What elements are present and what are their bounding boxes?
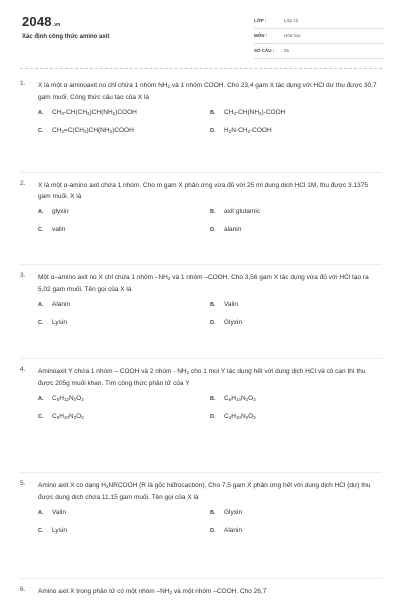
option-letter: C.: [38, 320, 44, 326]
question-number: 4.: [20, 366, 26, 373]
question-divider: [20, 358, 382, 359]
option-text: $C_6H_{14}N_2O_2$: [224, 395, 256, 402]
answer-options: [38, 395, 382, 431]
option-text: $CH_2=C(CH_3)CH(NH_2)COOH$: [52, 127, 134, 134]
answer-option-c[interactable]: [38, 413, 84, 420]
option-letter: B.: [210, 209, 216, 215]
answer-option-c[interactable]: [38, 127, 134, 134]
option-text: alanin: [224, 226, 242, 233]
header-divider: [20, 68, 382, 69]
option-letter: C.: [38, 528, 44, 534]
answer-option-a[interactable]: [38, 208, 69, 215]
document-header: [0, 0, 400, 64]
option-text: valin: [52, 226, 66, 233]
question-text: Amino axit X trong phân tử có một nhóm $-NH_2$ và một nhóm –COOH. Cho 26,7: [38, 588, 267, 595]
option-letter: A.: [38, 396, 44, 402]
option-letter: A.: [38, 510, 44, 516]
option-letter: D.: [210, 227, 216, 233]
question-number: 5.: [20, 480, 26, 487]
answer-option-a[interactable]: [38, 301, 70, 308]
question-1: [20, 80, 382, 145]
option-text: Valin: [224, 301, 238, 308]
option-text: Glyxin: [224, 509, 243, 516]
option-letter: D.: [210, 528, 216, 534]
question-number: 3.: [20, 272, 26, 279]
question-2: [20, 180, 382, 244]
answer-option-d[interactable]: [210, 319, 242, 326]
option-letter: B.: [210, 302, 216, 308]
document-title: Xác định công thức amino axit: [22, 34, 110, 40]
answer-options: [38, 208, 382, 244]
option-letter: B.: [210, 510, 216, 516]
option-text: glyxin: [52, 208, 69, 215]
option-text: $C_4H_{10}N_2O_2$: [224, 413, 256, 420]
document-meta: [254, 16, 384, 61]
option-text: Valin: [52, 509, 66, 516]
answer-option-d[interactable]: [210, 127, 272, 134]
answer-options: [38, 509, 382, 545]
question-text: Amino axit X có dạng $H_2NRCOOH$ (R là gốc hiđrocacbon). Cho 7,5 gam X phản ứng hết với dung dịch HCl (dư) thu được dung dịch chứa 11,15 gam muối. Tên gọi của X là: [38, 482, 371, 501]
answer-option-b[interactable]: [210, 509, 242, 516]
meta-value: Hóa học: [284, 33, 301, 38]
option-text: $C_5H_{10}N_2O_2$: [52, 413, 84, 420]
answer-option-b[interactable]: [210, 395, 256, 402]
option-text: $H_2N-CH_2$-COOH: [224, 127, 272, 134]
meta-row-class: [254, 16, 384, 29]
question-divider: [20, 472, 382, 473]
question-6: [20, 586, 382, 598]
question-number: 2.: [20, 180, 26, 187]
answer-option-b[interactable]: [210, 301, 238, 308]
meta-label: MÔN :: [254, 33, 268, 38]
option-text: $CH_3-CH(CH_3)CH(NH_2)COOH$: [52, 109, 137, 116]
meta-row-count: [254, 46, 384, 59]
option-text: Lysin: [52, 527, 67, 534]
question-text: Aminoaxit Y chứa 1 nhóm – COOH và 2 nhóm - $NH_2$ cho 1 mol Y tác dụng hết với dung dịch HCl và cô cạn thì thu được 205g muối khan. Tìm công thức phân tử của Y: [38, 368, 366, 387]
answer-option-a[interactable]: [38, 395, 84, 402]
option-letter: A.: [38, 209, 44, 215]
answer-option-d[interactable]: [210, 226, 241, 233]
question-number: 6.: [20, 586, 26, 593]
meta-row-subject: [254, 31, 384, 44]
question-3: [20, 272, 382, 337]
answer-options: [38, 109, 382, 145]
option-letter: C.: [38, 128, 44, 134]
answer-option-a[interactable]: [38, 109, 137, 116]
meta-label: LỚP :: [254, 18, 267, 23]
site-logo[interactable]: 2048.vn: [22, 14, 61, 29]
question-text: X là một α aminoaxit no chỉ chứa 1 nhóm $NH_2$ và 1 nhóm COOH. Cho 23,4 gam X tác dụng với HCl dư thu được 30,7 gam muối. Công thức cấu tạo của X là: [38, 82, 377, 101]
option-letter: A.: [38, 302, 44, 308]
answer-option-c[interactable]: [38, 226, 65, 233]
answer-option-c[interactable]: [38, 527, 67, 534]
question-text: Một α–amino axit no X chỉ chứa 1 nhóm $-NH_2$ và 1 nhóm –COOH. Cho 3,56 gam X tác dụng vừa đủ với HCl tạo ra 5,02 gam muối. Tên gọi của X là: [38, 274, 369, 293]
question-divider: [20, 578, 382, 579]
option-letter: B.: [210, 110, 216, 116]
answer-option-b[interactable]: [210, 208, 260, 215]
option-text: Alanin: [224, 527, 243, 534]
question-divider: [20, 264, 382, 265]
answer-option-b[interactable]: [210, 109, 285, 116]
option-text: $C_5H_{12}N_2O_2$: [52, 395, 84, 402]
option-text: axit glutamic: [224, 208, 261, 215]
answer-option-d[interactable]: [210, 413, 256, 420]
option-text: $CH_3-CH(NH_2)$-COOH: [224, 109, 286, 116]
meta-value: 25: [284, 48, 290, 53]
option-letter: D.: [210, 414, 216, 420]
option-letter: B.: [210, 396, 216, 402]
meta-value: Lớp 12: [284, 18, 299, 23]
answer-option-c[interactable]: [38, 319, 67, 326]
meta-label: SỐ CÂU :: [254, 48, 275, 53]
answer-option-a[interactable]: [38, 509, 66, 516]
option-text: Alanin: [52, 301, 71, 308]
question-number: 1.: [20, 80, 26, 87]
question-4: [20, 366, 382, 431]
answer-option-d[interactable]: [210, 527, 242, 534]
option-letter: D.: [210, 320, 216, 326]
option-letter: D.: [210, 128, 216, 134]
question-text: X là một α-amino axit chứa 1 nhóm. Cho m gam X phản ứng vừa đủ với 25 ml dung dịch HCl 1M, thu được 3.1375 gam muối. X là: [38, 182, 368, 200]
answer-options: [38, 301, 382, 337]
question-5: [20, 480, 382, 545]
option-text: Glyxin: [224, 319, 243, 326]
question-divider: [20, 172, 382, 173]
option-letter: C.: [38, 414, 44, 420]
option-letter: A.: [38, 110, 44, 116]
option-text: Lysin: [52, 319, 67, 326]
option-letter: C.: [38, 227, 44, 233]
